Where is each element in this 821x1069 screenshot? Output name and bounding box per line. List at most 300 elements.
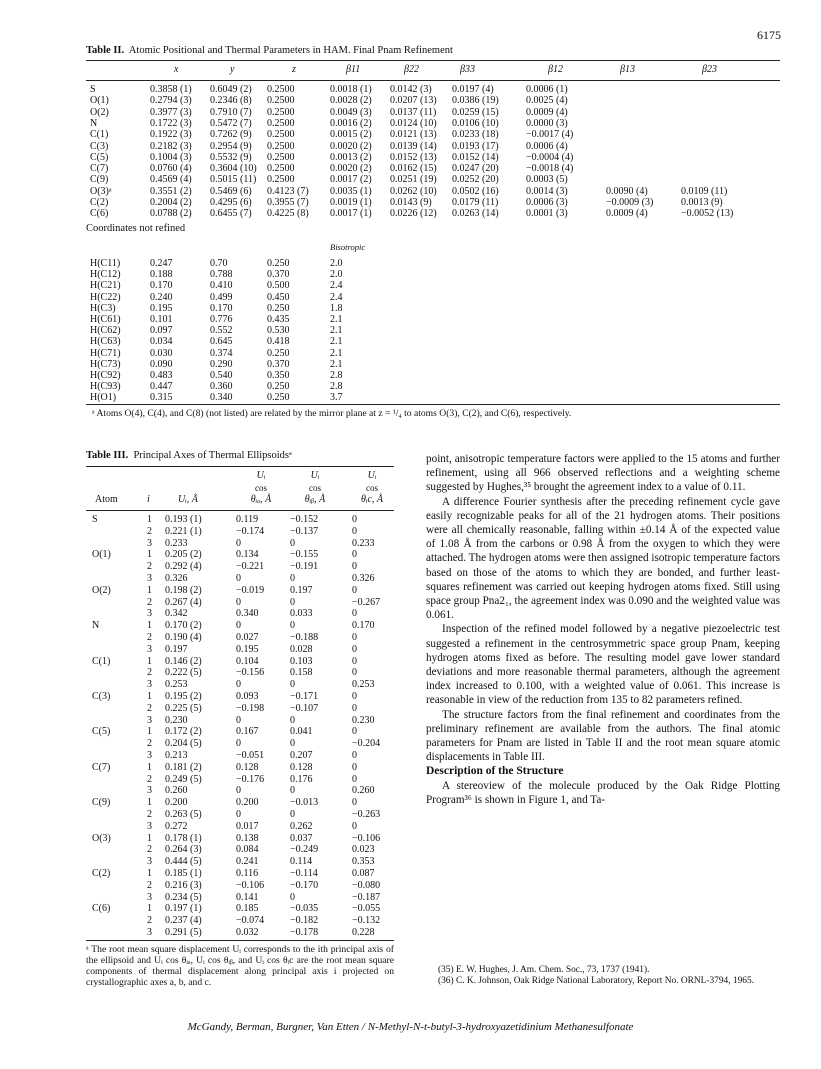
table3-cell: 2 <box>147 596 152 608</box>
table3-cell: 0.267 (4) <box>165 596 202 608</box>
table2-col-header: β22 <box>404 64 419 75</box>
table3-cell: 0.237 (4) <box>165 915 202 927</box>
table3-cell: 0.230 <box>165 714 188 726</box>
table3-cell: 0 <box>290 573 295 584</box>
table3-cell: 0.185 (1) <box>165 868 202 879</box>
table2-cell: 0.0207 (13) <box>390 95 437 107</box>
table2-atom-label: C(5) <box>90 151 109 163</box>
table3-header-i: i <box>147 494 150 505</box>
table3-cell: 0 <box>352 514 357 525</box>
table2-cell: 0.0000 (3) <box>526 117 568 129</box>
table3-cell: −0.051 <box>236 750 265 761</box>
table3-atom-label: O(1) <box>92 549 111 561</box>
table3-cell: 0.167 <box>236 726 259 738</box>
table3-cell: 0.233 <box>165 537 188 549</box>
table3-cell: 0.228 <box>352 927 375 938</box>
table2-cell: 0.3955 (7) <box>267 197 309 208</box>
table2-h-cell: 3.7 <box>330 392 343 404</box>
table3-cell: −0.106 <box>236 879 265 891</box>
table2-h-atom-label: H(C61) <box>90 314 121 325</box>
table3-atom-label: C(1) <box>92 655 111 667</box>
table2-h-cell: 0.435 <box>267 314 290 325</box>
table2-col-header: β13 <box>620 64 635 75</box>
table2-cell: 0.0006 (4) <box>526 140 568 152</box>
table3-cell: 0.291 (5) <box>165 927 202 938</box>
table2-cell: 0.0252 (20) <box>452 174 499 186</box>
table2-cell: 0.2004 (2) <box>150 197 192 208</box>
table2-h-cell: 0.250 <box>267 392 290 404</box>
table2-h-atom-label: H(C63) <box>90 336 121 348</box>
table2-h-cell: 0.097 <box>150 325 173 337</box>
table2-cell: 0.3604 (10) <box>210 163 257 175</box>
table3-cell: 0 <box>290 891 295 903</box>
table2-col-header: z <box>292 64 296 75</box>
table3-cell: −0.263 <box>352 809 381 820</box>
table2-cell: 0.4569 (4) <box>150 174 192 186</box>
table3-cell: 2 <box>147 809 152 820</box>
table3-cell: 0.093 <box>236 691 259 702</box>
table3-header-ua: Uᵢ cos θᵢₐ, Å <box>250 470 272 505</box>
table3-cell: 0 <box>352 632 357 643</box>
table2-atom-label: C(2) <box>90 197 109 208</box>
table2-h-atom-label: H(C93) <box>90 381 121 393</box>
table2-cell: 0.0020 (2) <box>330 163 372 175</box>
table2-cell: 0.3858 (1) <box>150 84 192 95</box>
table3-cell: −0.132 <box>352 915 381 927</box>
table2-caption <box>86 45 453 56</box>
table3-cell: 0.190 (4) <box>165 632 202 643</box>
table3-cell: 0 <box>290 809 295 820</box>
table2-cell: 0.0179 (11) <box>452 197 499 208</box>
table3-cell: −0.249 <box>290 844 319 856</box>
table3-cell: −0.267 <box>352 596 381 608</box>
table2-h-cell: 0.340 <box>210 392 233 404</box>
table2-h-cell: 0.350 <box>267 370 290 381</box>
table2-h-cell: 0.776 <box>210 314 233 325</box>
table3-cell: 2 <box>147 773 152 785</box>
table2-h-cell: 0.788 <box>210 269 233 281</box>
table3-cell: 1 <box>147 549 152 561</box>
table2-atom-label: C(7) <box>90 163 109 175</box>
table3-cell: 2 <box>147 667 152 679</box>
table3-cell: 0.141 <box>236 891 259 903</box>
table2-cell: 0.0090 (4) <box>606 185 648 197</box>
table3-caption <box>86 450 292 461</box>
table3-atom-label: C(7) <box>92 761 111 773</box>
table3-cell: 3 <box>147 820 152 832</box>
table2-cell: 0.4225 (8) <box>267 208 309 220</box>
table3-atom-label: O(3) <box>92 832 111 844</box>
table2-cell: 0.7262 (9) <box>210 129 252 141</box>
table3-cell: 0 <box>352 691 357 702</box>
table3-cell: 0.241 <box>236 856 259 868</box>
table2-cell: 0.0251 (19) <box>390 174 437 186</box>
table3-cell: 0.233 <box>352 537 375 549</box>
section-heading: Description of the Structure <box>426 765 564 778</box>
table3-cell: 0.134 <box>236 549 259 561</box>
table2-cell: 0.0193 (17) <box>452 140 499 152</box>
body-paragraph-3: Inspection of the refined model followed by a negative piezoelectric test suggested a refinement in the centrosymmetric space group Pnam, keeping hydrogen atoms fixed as before. The resulting model gave lower standard deviations and more reasonable thermal parameters, although the agreement index increased to 0.100, with a weighted value of 0.061. This increase is reasonable in view of the reduction from 135 to 82 parameters refined. <box>426 623 780 707</box>
table3-atom-label: N <box>92 620 100 632</box>
table2-atom-label: S <box>90 84 96 95</box>
table3-cell: 0 <box>352 702 357 714</box>
table3-cell: −0.114 <box>290 868 318 879</box>
table2-cell: 0.5472 (7) <box>210 117 252 129</box>
table3-cell: 3 <box>147 608 152 620</box>
table2-h-cell: 0.090 <box>150 358 173 370</box>
references <box>426 965 780 987</box>
table2-col-header: y <box>230 64 235 75</box>
table3-cell: 0.023 <box>352 844 375 856</box>
table2-h-cell: 2.1 <box>330 314 343 325</box>
table3-cell: 0 <box>352 750 357 761</box>
table2-cell: 0.0263 (14) <box>452 208 499 220</box>
table2-bottom-rule <box>86 404 780 405</box>
table2-cell: 0.0502 (16) <box>452 185 499 197</box>
table2-cell: 0.0017 (1) <box>330 208 372 220</box>
table2-cell: 0.2500 <box>267 129 295 141</box>
table2-h-atom-label: H(O1) <box>90 392 117 404</box>
table3-cell: 0 <box>236 596 241 608</box>
table2-cell: 0.5532 (9) <box>210 151 252 163</box>
table2-cell: 0.0013 (2) <box>330 151 372 163</box>
table3-atom-label: S <box>92 514 98 525</box>
table3-cell: 0.138 <box>236 832 259 844</box>
table3-header-uc: Uᵢ cos θᵢc, Å <box>360 470 384 505</box>
table3-top-rule <box>86 466 394 467</box>
table3-cell: 0.027 <box>236 632 259 643</box>
table3-cell: 1 <box>147 761 152 773</box>
table3-cell: 0 <box>352 608 357 620</box>
table3-cell: 2 <box>147 561 152 573</box>
table2-cell: 0.4295 (6) <box>210 197 252 208</box>
table2-cell: 0.1722 (3) <box>150 117 192 129</box>
table2-h-cell: 0.370 <box>267 358 290 370</box>
table2-h-cell: 2.1 <box>330 358 343 370</box>
table2-cell: −0.0004 (4) <box>526 151 574 163</box>
table3-cell: 3 <box>147 573 152 584</box>
table2-h-atom-label: H(C11) <box>90 258 121 269</box>
table2-cell: 0.1922 (3) <box>150 129 192 141</box>
table2-cell: 0.0019 (1) <box>330 197 372 208</box>
table3-cell: 0.032 <box>236 927 259 938</box>
table3-cell: 2 <box>147 844 152 856</box>
table3-cell: 2 <box>147 879 152 891</box>
table3-cell: 0.262 <box>290 820 313 832</box>
table2-h-cell: 0.370 <box>267 269 290 281</box>
table3-cell: 0.198 (2) <box>165 584 202 596</box>
table2-h-cell: 2.8 <box>330 370 343 381</box>
table3-cell: 0.213 <box>165 750 188 761</box>
table2-cell: 0.0049 (3) <box>330 106 372 118</box>
table3-cell: 0.041 <box>290 726 313 738</box>
table3-cell: 2 <box>147 632 152 643</box>
table3-cell: 2 <box>147 525 152 537</box>
table2-cell: 0.5015 (11) <box>210 174 257 186</box>
table2-cell: 0.0028 (2) <box>330 95 372 107</box>
table3-cell: 0.170 <box>352 620 375 632</box>
table2-h-atom-label: H(C22) <box>90 291 121 303</box>
table3-cell: −0.152 <box>290 514 319 525</box>
table2-cell: 0.0006 (3) <box>526 197 568 208</box>
table2-cell: 0.0152 (14) <box>452 151 499 163</box>
table2-h-cell: 0.450 <box>267 291 290 303</box>
table3-cell: −0.074 <box>236 915 265 927</box>
table2-h-cell: 2.1 <box>330 347 343 359</box>
table2-cell: 0.0760 (4) <box>150 163 192 175</box>
table3-cell: 0 <box>236 573 241 584</box>
table3-cell: 1 <box>147 797 152 809</box>
table2-atom-label: C(9) <box>90 174 109 186</box>
table2-h-atom-label: H(C62) <box>90 325 121 337</box>
table2-cell: −0.0052 (13) <box>681 208 734 220</box>
table3-atom-label: O(2) <box>92 584 111 596</box>
table3-cell: 0.172 (2) <box>165 726 202 738</box>
table3-cell: 0.326 <box>165 573 188 584</box>
table3-cell: 1 <box>147 691 152 702</box>
table2-h-atom-label: H(C12) <box>90 269 121 281</box>
table3-cell: 0.197 <box>165 643 188 655</box>
table2-cell: 0.0006 (1) <box>526 84 568 95</box>
table2-atom-label: N <box>90 117 98 129</box>
table2-cell: 0.0106 (10) <box>452 117 499 129</box>
body-paragraph-5: A stereoview of the molecule produced by the Oak Ridge Plotting Program³⁶ is shown in Figure 1, and Ta- <box>426 779 780 806</box>
table2-h-cell: 0.418 <box>267 336 290 348</box>
table2-atom-label: O(3)ᵃ <box>90 185 112 197</box>
table2-cell: 0.0014 (3) <box>526 185 568 197</box>
table2-h-atom-label: H(C71) <box>90 347 121 359</box>
table3-cell: 0.103 <box>290 655 313 667</box>
table2-h-cell: 0.250 <box>267 258 290 269</box>
table3-cell: 0 <box>352 561 357 573</box>
table2-h-cell: 2.1 <box>330 336 343 348</box>
table3-cell: 0.146 (2) <box>165 655 202 667</box>
table3-cell: 0.326 <box>352 573 375 584</box>
table3-cell: 0 <box>352 797 357 809</box>
table3-cell: 0.225 (5) <box>165 702 202 714</box>
table2-cell: 0.2500 <box>267 95 295 107</box>
table3-cell: 0 <box>352 643 357 655</box>
table2-h-cell: 0.645 <box>210 336 233 348</box>
table2-h-cell: 0.101 <box>150 314 173 325</box>
table3-cell: −0.176 <box>236 773 265 785</box>
table2-cell: 0.0018 (1) <box>330 84 372 95</box>
table3-cell: 0.353 <box>352 856 375 868</box>
table3-cell: 2 <box>147 738 152 750</box>
table2-cell: 0.0386 (19) <box>452 95 499 107</box>
table2-h-cell: 0.540 <box>210 370 233 381</box>
table3-cell: 0.342 <box>165 608 188 620</box>
table3-cell: −0.013 <box>290 797 319 809</box>
table2-biso-header: Bisotropic <box>330 242 366 252</box>
table3-cell: 0 <box>236 714 241 726</box>
table3-cell: 0.193 (1) <box>165 514 202 525</box>
table2-atom-label: C(3) <box>90 140 109 152</box>
table3-cell: −0.156 <box>236 667 265 679</box>
table3-cell: −0.155 <box>290 549 319 561</box>
table3-cell: 0.222 (5) <box>165 667 202 679</box>
table2-h-cell: 2.4 <box>330 291 343 303</box>
table2-cell: 0.4123 (7) <box>267 185 309 197</box>
table3-cell: 0.128 <box>290 761 313 773</box>
table3-cell: −0.137 <box>290 525 319 537</box>
table2-cell: 0.0009 (4) <box>606 208 648 220</box>
table3-cell: 0.170 (2) <box>165 620 202 632</box>
table3-cell: −0.198 <box>236 702 265 714</box>
table3-cell: 0 <box>352 584 357 596</box>
table3-cell: −0.188 <box>290 632 319 643</box>
table3-cell: 0.037 <box>290 832 313 844</box>
table3-cell: 0.114 <box>290 856 313 868</box>
table3-cell: 0.028 <box>290 643 313 655</box>
table3-cell: 0.158 <box>290 667 313 679</box>
table3-atom-label: C(3) <box>92 691 111 702</box>
table2-h-cell: 0.250 <box>267 381 290 393</box>
table2-cell: −0.0009 (3) <box>606 197 654 208</box>
table3-cell: 0 <box>290 620 295 632</box>
body-text <box>426 452 780 807</box>
table2-cell: 0.0121 (13) <box>390 129 437 141</box>
table2-h-cell: 2.1 <box>330 325 343 337</box>
table3-cell: 0.292 (4) <box>165 561 202 573</box>
table3-cell: −0.055 <box>352 903 381 915</box>
table2-atom-label: O(1) <box>90 95 109 107</box>
table2-cell: 0.0262 (10) <box>390 185 437 197</box>
table2-cell: 0.0142 (3) <box>390 84 432 95</box>
table3-cell: −0.191 <box>290 561 319 573</box>
table3-footnote: ᵃ The root mean square displacement Uᵢ corresponds to the ith principal axis of the ellipsoid and Uᵢ cos θᵢₐ, Uᵢ cos θᵢᵦ, and Uᵢ cos θᵢc are the root mean square components of thermal displacement along principal axis i projected on crystallographic axes a, b, and c. <box>86 944 394 988</box>
table3-cell: 0.195 <box>236 643 259 655</box>
table3-cell: −0.221 <box>236 561 265 573</box>
table2-top-rule <box>86 60 780 61</box>
table3-cell: −0.035 <box>290 903 319 915</box>
table3-cell: 0 <box>290 785 295 797</box>
table3-cell: 1 <box>147 868 152 879</box>
table3-atom-label: C(9) <box>92 797 111 809</box>
table2-h-cell: 0.170 <box>150 280 173 292</box>
table2-cell: 0.0137 (11) <box>390 106 437 118</box>
table2-cell: 0.2500 <box>267 151 295 163</box>
table2-cell: 0.0139 (14) <box>390 140 437 152</box>
table3-cell: 1 <box>147 584 152 596</box>
table3-cell: 0.128 <box>236 761 259 773</box>
table2-atom-label: C(6) <box>90 208 109 220</box>
table3-cell: 0.185 <box>236 903 259 915</box>
table3-cell: 0.263 (5) <box>165 809 202 820</box>
table3-cell: 3 <box>147 643 152 655</box>
table2-cell: 0.0016 (2) <box>330 117 372 129</box>
table3-cell: 1 <box>147 655 152 667</box>
table3-header-ub: Uᵢ cos θᵢᵦ, Å <box>304 470 326 505</box>
table3-cell: 0.340 <box>236 608 259 620</box>
table3-cell: 3 <box>147 927 152 938</box>
table2-cell: 0.2500 <box>267 140 295 152</box>
table3-caption-label: Table III. <box>86 450 129 461</box>
table3-cell: 0 <box>352 549 357 561</box>
table2-cell: 0.0152 (13) <box>390 151 437 163</box>
table2-atom-label: O(2) <box>90 106 109 118</box>
table2-cell: 0.2182 (3) <box>150 140 192 152</box>
table3-cell: 0 <box>290 537 295 549</box>
table3-cell: −0.080 <box>352 879 381 891</box>
table3-cell: 0.234 (5) <box>165 891 202 903</box>
table3-cell: 0 <box>352 773 357 785</box>
table2-h-atom-label: H(C92) <box>90 370 121 381</box>
table3-cell: 0.033 <box>290 608 313 620</box>
table3-cell: 0 <box>290 738 295 750</box>
table3-cell: 0 <box>236 809 241 820</box>
table3-cell: 0 <box>290 679 295 691</box>
table2-atom-label: C(1) <box>90 129 109 141</box>
table3-cell: 0.200 <box>236 797 259 809</box>
table3-cell: 0 <box>352 761 357 773</box>
page-number: 6175 <box>757 28 781 42</box>
table3-cell: 0.178 (1) <box>165 832 202 844</box>
table3-cell: 3 <box>147 785 152 797</box>
table3-cell: 0.197 <box>290 584 313 596</box>
table2-cell: 0.0162 (15) <box>390 163 437 175</box>
table3-cell: 0.195 (2) <box>165 691 202 702</box>
table2-cell: 0.0025 (4) <box>526 95 568 107</box>
table3-cell: 0.444 (5) <box>165 856 202 868</box>
table3-header-ui: Uᵢ, Å <box>178 494 198 505</box>
table2-col-header: β12 <box>548 64 563 75</box>
table3-cell: 0 <box>352 525 357 537</box>
table3-cell: 0.017 <box>236 820 259 832</box>
table3-cell: 0.207 <box>290 750 313 761</box>
table3-cell: 0.116 <box>236 868 259 879</box>
table2-h-cell: 0.250 <box>267 347 290 359</box>
table3-cell: 0.249 (5) <box>165 773 202 785</box>
table2-cell: 0.2500 <box>267 163 295 175</box>
table3-atom-label: C(2) <box>92 868 111 879</box>
table2-h-cell: 2.4 <box>330 280 343 292</box>
table2-cell: 0.0015 (2) <box>330 129 372 141</box>
table3-cell: 3 <box>147 537 152 549</box>
table3-cell: −0.170 <box>290 879 319 891</box>
table2-cell: 0.6455 (7) <box>210 208 252 220</box>
table3-cell: 1 <box>147 620 152 632</box>
table3-header-rule <box>86 510 394 511</box>
table2-h-atom-label: H(C3) <box>90 302 116 314</box>
table3-cell: 0.221 (1) <box>165 525 202 537</box>
table2-h-cell: 0.315 <box>150 392 173 404</box>
table2-h-cell: 0.483 <box>150 370 173 381</box>
table2-cell: 0.0013 (9) <box>681 197 723 208</box>
table3-cell: 0 <box>290 714 295 726</box>
table2-cell: 0.2954 (9) <box>210 140 252 152</box>
table3-cell: 0.205 (2) <box>165 549 202 561</box>
table2-cell: 0.3551 (2) <box>150 185 192 197</box>
table2-cell: 0.2500 <box>267 84 295 95</box>
table2-h-atom-label: H(C21) <box>90 280 121 292</box>
table3-cell: 0.253 <box>352 679 375 691</box>
table2-h-cell: 0.70 <box>210 258 228 269</box>
table3-atom-label: C(6) <box>92 903 111 915</box>
table3-cell: 0.197 (1) <box>165 903 202 915</box>
table2-cell: 0.0143 (9) <box>390 197 432 208</box>
table3-cell: 1 <box>147 903 152 915</box>
body-paragraph-2: A difference Fourier synthesis after the preceding refinement cycle gave easily recognizable peaks for all of the 21 hydrogen atoms. Their positions were all chemically reasonable, falling within ±0.14 Å of the expected value of 1.08 Å from the carbons or 0.98 Å from the oxygen to which they were attached. The hydrogen atoms were then assigned isotropic temperature factors based on those of the atoms to which they are bonded, and further least-squares refinement was carried out keeping hydrogen atoms fixed. Still using space group Pna2₁, the agreement index was 0.090 and the weighted value was 0.061. <box>426 495 780 622</box>
table2-cell: 0.1004 (3) <box>150 151 192 163</box>
table2-col-header: β11 <box>346 64 361 75</box>
table2-cell: 0.2500 <box>267 117 295 129</box>
table2-cell: 0.0247 (20) <box>452 163 499 175</box>
table2-caption-label: Table II. <box>86 45 125 56</box>
table2-cell: 0.0197 (4) <box>452 84 494 95</box>
table3-cell: 0.272 <box>165 820 188 832</box>
table3-cell: 3 <box>147 856 152 868</box>
